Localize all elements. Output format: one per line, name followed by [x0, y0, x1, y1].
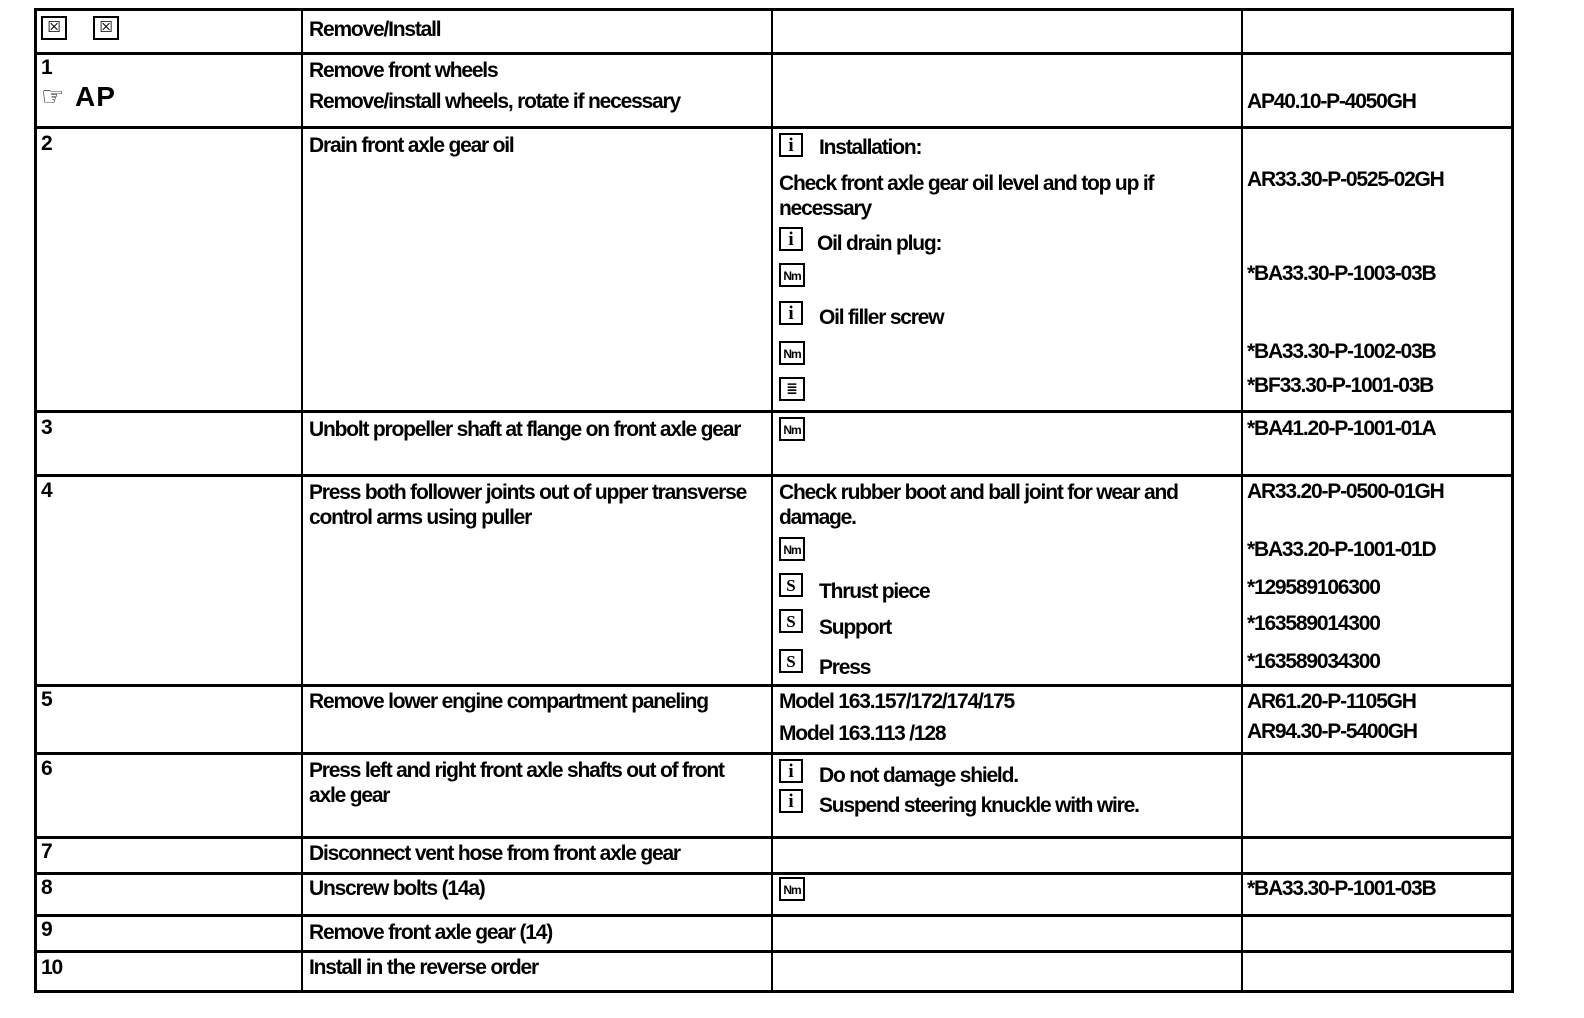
note-drain-plug: Oil drain plug: — [817, 232, 942, 255]
step-action: Unbolt propeller shaft at flange on front axle gear — [309, 418, 741, 441]
step-refs-cell — [1243, 839, 1511, 872]
step-action: Disconnect vent hose from front axle gear — [309, 842, 680, 865]
step-refs-cell — [1243, 917, 1511, 950]
step-number-cell — [37, 413, 303, 474]
step-number: 4 — [41, 479, 52, 502]
step-number: 6 — [41, 757, 52, 780]
table-row — [37, 687, 1511, 755]
special-tool-icon[interactable]: S — [779, 649, 803, 673]
reference-link[interactable]: AR61.20-P-1105GH — [1247, 690, 1416, 713]
step-number-cell — [37, 917, 303, 950]
step-notes-cell — [773, 687, 1243, 752]
step-number-cell — [37, 953, 303, 990]
step-notes-cell — [773, 413, 1243, 474]
header-title: Remove/Install — [309, 18, 441, 41]
step-number-cell — [37, 875, 303, 914]
table-row — [37, 755, 1511, 839]
step-number: 1 — [41, 56, 52, 79]
note-model: Model 163.113 /128 — [779, 722, 946, 745]
special-tool-icon[interactable]: S — [779, 609, 803, 633]
collapse-icon[interactable]: ☒ — [93, 16, 119, 40]
ap-label: AP — [75, 81, 116, 112]
tool-number[interactable]: *129589106300 — [1247, 576, 1380, 599]
step-refs-cell — [1243, 55, 1511, 126]
step-action-cell — [303, 953, 773, 990]
step-action-cell — [303, 875, 773, 914]
note-filler-screw: Oil filler screw — [819, 306, 944, 329]
reference-link[interactable]: *BA33.30-P-1001-03B — [1247, 877, 1436, 900]
step-number: 9 — [41, 918, 52, 941]
step-action: Install in the reverse order — [309, 956, 539, 979]
reference-link[interactable]: AR33.30-P-0525-02GH — [1247, 168, 1444, 191]
procedure-table — [34, 8, 1514, 993]
step-refs-cell — [1243, 413, 1511, 474]
step-number: 7 — [41, 840, 52, 863]
step-action-cell — [303, 413, 773, 474]
step-action: Remove front axle gear (14) — [309, 921, 553, 944]
step-action-detail: Remove/install wheels, rotate if necessary — [309, 90, 680, 113]
info-icon: i — [779, 133, 803, 157]
step-notes-cell — [773, 953, 1243, 990]
step-number: 5 — [41, 688, 52, 711]
tool-number[interactable]: *163589014300 — [1247, 612, 1380, 635]
step-refs-cell — [1243, 755, 1511, 836]
step-refs-cell — [1243, 875, 1511, 914]
header-refs-cell — [1243, 11, 1511, 52]
step-action-cell — [303, 55, 773, 126]
note-shield: Do not damage shield. — [819, 764, 1018, 787]
step-notes-cell — [773, 875, 1243, 914]
step-number-cell — [37, 755, 303, 836]
reference-link[interactable]: *BF33.30-P-1001-03B — [1247, 374, 1434, 397]
note-check-oil: Check front axle gear oil level and top up if necessary — [779, 172, 1154, 220]
step-number-cell — [37, 839, 303, 872]
step-action: Remove front wheels — [309, 59, 498, 82]
info-icon: i — [779, 759, 803, 783]
table-row — [37, 55, 1511, 129]
step-action: Press both follower joints out of upper transverse control arms using puller — [309, 481, 747, 529]
table-row — [37, 839, 1511, 875]
step-number-cell — [37, 687, 303, 752]
torque-icon[interactable]: Nm — [779, 877, 805, 901]
step-action: Press left and right front axle shafts out of front axle gear — [309, 759, 724, 807]
tool-support: Support — [819, 616, 892, 639]
torque-icon[interactable]: Nm — [779, 263, 805, 287]
step-action-cell — [303, 917, 773, 950]
step-notes-cell — [773, 55, 1243, 126]
step-number-cell — [37, 477, 303, 684]
info-icon: i — [779, 227, 803, 251]
step-action-cell — [303, 687, 773, 752]
table-row — [37, 953, 1511, 990]
expand-icon[interactable]: ☒ — [41, 16, 67, 40]
fluid-sheet-icon[interactable]: ≣ — [779, 377, 805, 401]
torque-icon[interactable]: Nm — [779, 537, 805, 561]
reference-link[interactable]: AR94.30-P-5400GH — [1247, 720, 1417, 743]
step-number-cell — [37, 55, 303, 126]
step-refs-cell — [1243, 129, 1511, 410]
header-title-cell — [303, 11, 773, 52]
note-check-boot: Check rubber boot and ball joint for wear and damage. — [779, 481, 1178, 529]
table-row — [37, 875, 1511, 917]
reference-link[interactable]: AP40.10-P-4050GH — [1247, 90, 1416, 113]
step-notes-cell — [773, 129, 1243, 410]
note-suspend-knuckle: Suspend steering knuckle with wire. — [819, 794, 1139, 817]
step-refs-cell — [1243, 477, 1511, 684]
reference-link[interactable]: *BA41.20-P-1001-01A — [1247, 417, 1436, 440]
step-action: Remove lower engine compartment paneling — [309, 690, 708, 713]
table-row — [37, 477, 1511, 687]
header-notes-cell — [773, 11, 1243, 52]
step-action: Unscrew bolts (14a) — [309, 877, 485, 900]
step-notes-cell — [773, 917, 1243, 950]
step-refs-cell — [1243, 953, 1511, 990]
step-notes-cell — [773, 839, 1243, 872]
table-row — [37, 917, 1511, 953]
step-number: 10 — [41, 956, 62, 979]
torque-icon[interactable]: Nm — [779, 341, 805, 365]
table-row — [37, 129, 1511, 413]
tool-number[interactable]: *163589034300 — [1247, 650, 1380, 673]
note-installation: Installation: — [819, 136, 922, 159]
table-header-row — [37, 11, 1511, 55]
note-model: Model 163.157/172/174/175 — [779, 690, 1015, 713]
reference-link[interactable]: *BA33.30-P-1003-03B — [1247, 262, 1436, 285]
step-action-cell — [303, 839, 773, 872]
step-action-cell — [303, 129, 773, 410]
step-notes-cell — [773, 477, 1243, 684]
special-tool-icon[interactable]: S — [779, 573, 803, 597]
info-icon: i — [779, 301, 803, 325]
step-refs-cell — [1243, 687, 1511, 752]
reference-link[interactable]: *BA33.20-P-1001-01D — [1247, 538, 1436, 561]
step-number: 8 — [41, 876, 52, 899]
header-icons-cell — [37, 11, 303, 52]
step-action-cell — [303, 755, 773, 836]
reference-link[interactable]: *BA33.30-P-1002-03B — [1247, 340, 1436, 363]
torque-icon[interactable]: Nm — [779, 417, 805, 441]
info-icon: i — [779, 789, 803, 813]
step-notes-cell — [773, 755, 1243, 836]
step-number: 2 — [41, 132, 52, 155]
step-number-cell — [37, 129, 303, 410]
step-number: 3 — [41, 416, 52, 439]
table-row — [37, 413, 1511, 477]
tool-press: Press — [819, 656, 871, 679]
reference-link[interactable]: AR33.20-P-0500-01GH — [1247, 480, 1444, 503]
hand-pointer-icon: ☞ — [41, 81, 65, 111]
step-action-cell — [303, 477, 773, 684]
step-action: Drain front axle gear oil — [309, 134, 514, 157]
tool-thrust-piece: Thrust piece — [819, 580, 930, 603]
